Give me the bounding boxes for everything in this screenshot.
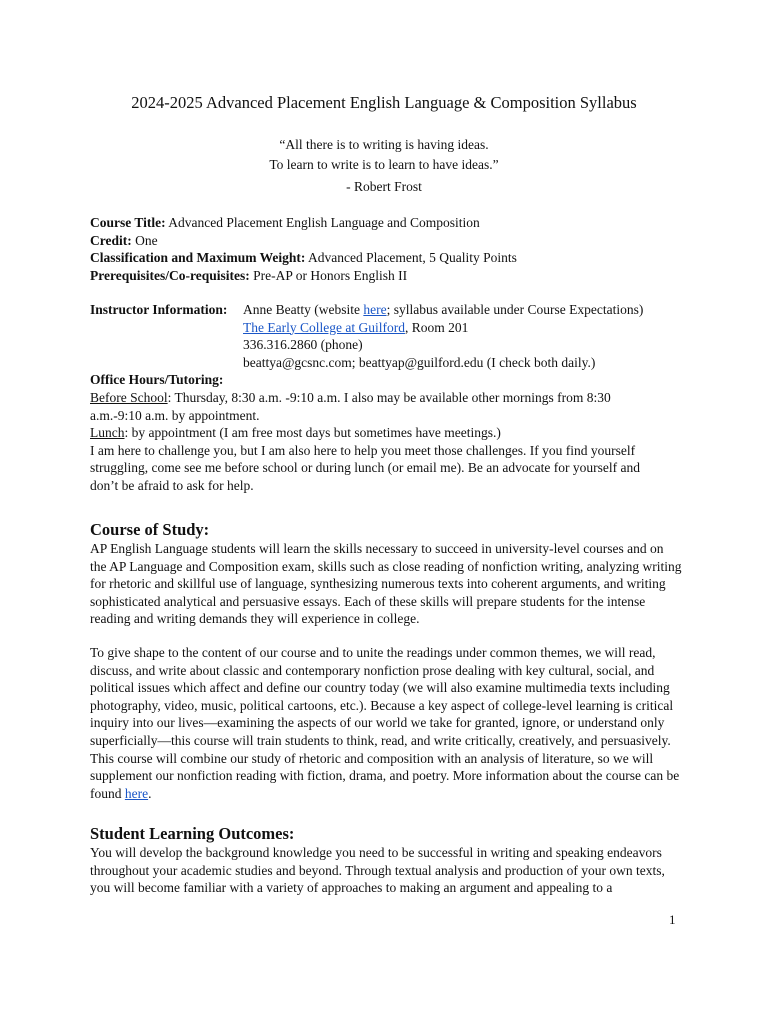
phone: 336.316.2860 (phone) [243, 337, 363, 353]
instructor-name: Anne Beatty (website [243, 302, 364, 317]
classification-value: Advanced Placement, 5 Quality Points [305, 250, 517, 266]
lunch-text: : by appointment (I am free most days but sometimes have meetings.) [124, 425, 501, 441]
prereq-label: Prerequisites/Co-requisites: [90, 267, 250, 283]
course-of-study-para-2 [90, 644, 682, 802]
lunch-label: Lunch [90, 425, 125, 441]
quote-line-1: “All there is to writing is having ideas. [279, 137, 489, 152]
page-title: 2024-2025 Advanced Placement English Language & Composition Syllabus [131, 93, 637, 112]
credit-label: Credit: [90, 232, 132, 248]
instructor-note: ; syllabus available under Course Expectations) [386, 302, 644, 317]
website-link[interactable]: here [363, 302, 387, 317]
quote-author: - Robert Frost [346, 179, 422, 194]
instructor-label: Instructor Information: [90, 302, 228, 317]
period: . [148, 785, 152, 801]
challenge-text: I am here to challenge you, but I am also here to help you meet those challenges. If you find yourself struggling, come see me before school or during lunch (or email me). Be an advocate for yourself and don’t be afraid to ask for help. [90, 442, 640, 493]
credit-value: One [131, 232, 158, 248]
quote-line-2: To learn to write is to learn to have ideas.” [269, 157, 499, 172]
course-of-study-para-2-text: To give shape to the content of our course and to unite the readings under common themes, we will read, discuss, and write about classic and contemporary nonfiction prose dealing with key cultural, social, and political issues which affect and define our country today (we will also examine multimedia texts including photography, video, music, political cartoons, etc.). Because a key aspect of college-level learning is critical inquiry into our lives—examining the aspects of our world we take for granted, ignore, or understand only superficially—this course will train students to think, read, and write critically, creatively, and persuasively. This course will combine our study of rhetoric and composition with an analysis of literature, so we will supplement our nonfiction reading with fiction, drama, and poetry. More information about the course can be found [90, 645, 680, 801]
before-school-text: : Thursday, 8:30 a.m. -9:10 a.m. I also may be available other mornings from 8:30 a.m.-9:10 a.m. by appointment. [90, 389, 611, 423]
course-of-study-heading: Course of Study: [90, 520, 210, 539]
classification-label: Classification and Maximum Weight: [90, 250, 306, 266]
course-title-label: Course Title: [90, 215, 166, 230]
course-info [90, 214, 690, 284]
more-info-link[interactable]: here [124, 785, 149, 801]
school-link[interactable]: The Early College at Guilford [243, 319, 405, 335]
instructor-info [90, 301, 690, 495]
office-hours-label: Office Hours/Tutoring: [90, 372, 224, 388]
prereq-value: Pre-AP or Honors English II [249, 267, 408, 283]
before-school-label: Before School [90, 389, 168, 405]
course-of-study-para-1: AP English Language students will learn the skills necessary to succeed in university-level courses and on the AP Language and Composition exam, skills such as close reading of nonfiction writing, analyzing writing for rhetoric and skillful use of language, synthesizing numerous texts into coherent arguments, and writing sophisticated analytical and persuasive essays. Each of these skills will prepare students for the intense reading and writing demands they will experience in college. [90, 541, 682, 627]
email: beattya@gcsnc.com; beattyap@guilford.edu (I check both daily.) [243, 354, 596, 370]
page-number: 1 [669, 912, 676, 927]
outcomes-heading: Student Learning Outcomes: [90, 824, 295, 843]
course-title-value: Advanced Placement English Language and Composition [165, 215, 480, 230]
room: , Room 201 [404, 319, 469, 335]
outcomes-para: You will develop the background knowledge you need to be successful in writing and speaking endeavors throughout your academic studies and beyond. Through textual analysis and production of your own texts, you will become familiar with a variety of approaches to making an argument and appealing to a [90, 845, 665, 896]
